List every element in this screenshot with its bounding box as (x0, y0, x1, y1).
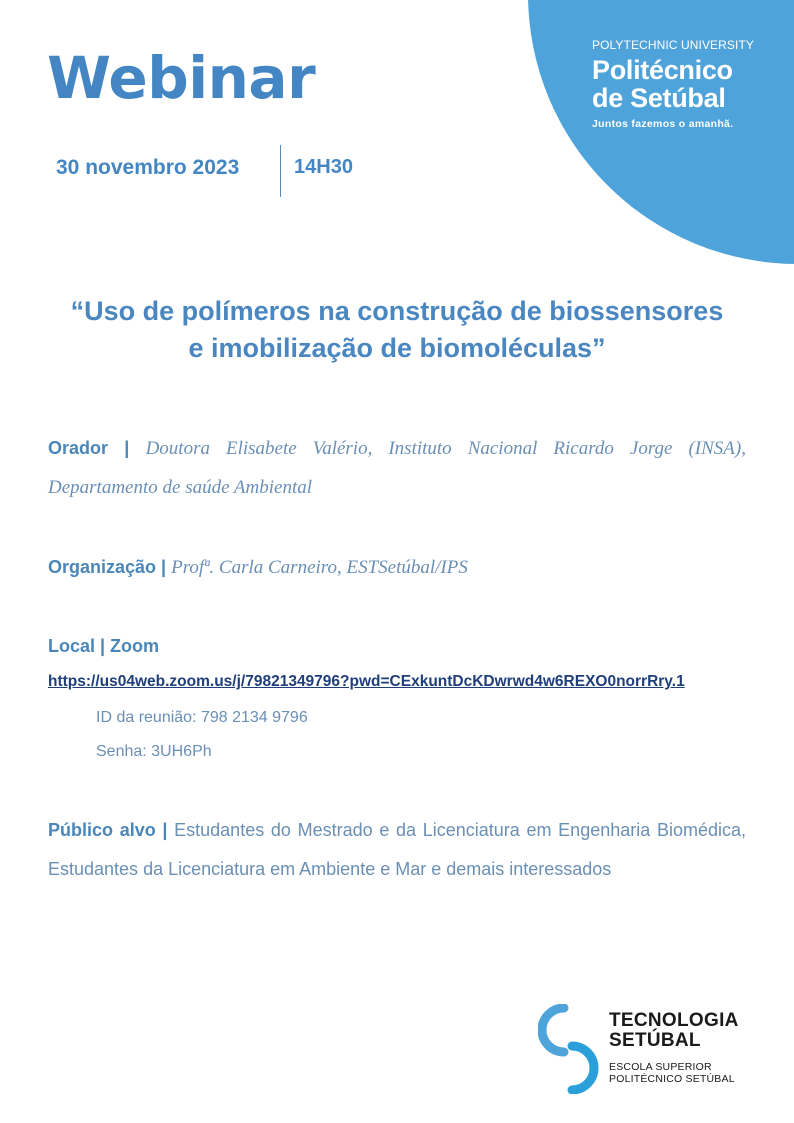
talk-title (20, 293, 774, 367)
school-subtitle-line1: ESCOLA SUPERIOR (609, 1061, 712, 1073)
event-date: 30 novembro 2023 (56, 156, 240, 179)
brand-tagline: Juntos fazemos o amanhã. (592, 118, 734, 130)
school-logo-icon (538, 1004, 600, 1094)
location-label: Local | Zoom (48, 636, 160, 656)
date-time-divider (280, 145, 281, 197)
audience-section (48, 811, 746, 889)
audience-label: Público alvo | (48, 820, 168, 840)
audience-text: Estudantes do Mestrado e da Licenciatura em Engenharia Biomédica, Estudantes da Licenciatura em Ambiente e Mar e demais interessados (48, 820, 746, 879)
talk-title-line1: “Uso de polímeros na construção de biossensores (70, 296, 724, 326)
ips-logo (592, 38, 754, 130)
brand-name-line1: Politécnico (592, 55, 733, 85)
brand-subtitle: POLYTECHNIC UNIVERSITY (592, 38, 755, 52)
school-logo-text (609, 1010, 739, 1085)
talk-title-line2: e imobilização de biomoléculas” (188, 333, 606, 363)
page-title: Webinar (47, 44, 316, 112)
organization-text: Profª. Carla Carneiro, ESTSetúbal/IPS (171, 557, 468, 578)
speaker-text: Doutora Elisabete Valério, Instituto Nacional Ricardo Jorge (INSA), Departamento de saúde Ambiental (48, 438, 746, 498)
organization-label: Organização | (48, 557, 167, 577)
meeting-id: ID da reunião: 798 2134 9796 (96, 709, 308, 726)
location-section (48, 627, 746, 666)
speaker-section (48, 429, 746, 507)
school-subtitle-line2: POLITÉCNICO SETÚBAL (609, 1073, 735, 1085)
brand-name-line2: de Setúbal (592, 83, 726, 113)
school-name-line2: SETÚBAL (609, 1030, 701, 1051)
meeting-password: Senha: 3UH6Ph (96, 743, 212, 760)
school-name-line1: TECNOLOGIA (609, 1010, 739, 1031)
speaker-label: Orador | (48, 438, 130, 458)
organization-section (48, 548, 746, 587)
event-time: 14H30 (294, 156, 353, 178)
brand-name (592, 56, 754, 112)
zoom-link[interactable]: https://us04web.zoom.us/j/79821349796?pwd=CExkuntDcKDwrwd4w6REXO0norrRry.1 (48, 673, 685, 690)
